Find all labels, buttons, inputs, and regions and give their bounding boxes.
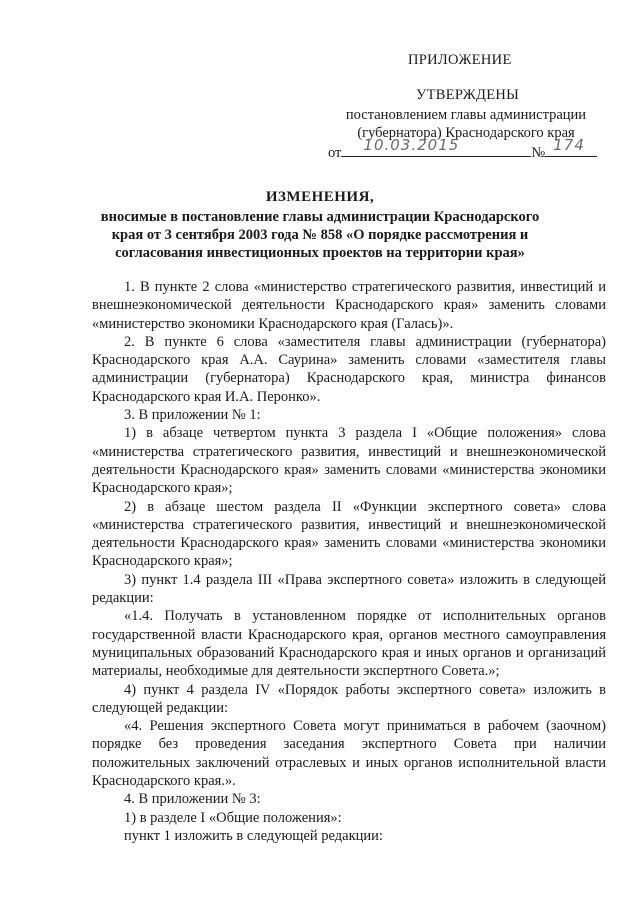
paragraph: 1) в разделе I «Общие положения»: <box>124 809 342 826</box>
paragraph: 3. В приложении № 1: <box>124 407 261 424</box>
number-prefix: № <box>531 145 546 161</box>
paragraph: «4. Решения экспертного Совета могут приниматься в рабочем (заочном) порядке без проведения заседания экспертного Совета при наличии положительных заключений отраслевых и иных органов исполнительной власти Краснодарского края.». <box>92 718 606 790</box>
date-prefix: от <box>328 145 342 161</box>
handwritten-number: 174 <box>553 136 585 154</box>
date-number-line <box>328 136 597 162</box>
number-underline <box>545 136 597 157</box>
paragraph: 2. В пункте 6 слова «заместителя главы администрации (губернатора) Краснодарского края А.А. Саурина» заменить словами «заместителя главы администрации (губернатора) Краснодарского края, министра финансов Краснодарского края И.А. Перонко». <box>92 333 606 405</box>
paragraph: 4) пункт 4 раздела IV «Порядок работы экспертного совета» изложить в следующей редакции: <box>92 681 606 716</box>
approved-by-text: постановлением главы администрации (губернатора) Краснодарского края <box>345 107 587 141</box>
paragraph: 4. В приложении № 3: <box>124 791 261 808</box>
appendix-label: ПРИЛОЖЕНИЕ <box>408 52 512 68</box>
approved-label: УТВЕРЖДЕНЫ <box>416 87 520 103</box>
date-underline <box>341 136 531 157</box>
paragraph: 1) в абзаце четвертом пункта 3 раздела I «Общие положения» слова «министерства стратегического развития, инвестиций и внешнеэкономической деятельности Краснодарского края» заменить словами «министерства экономики Краснодарского края»; <box>92 425 606 497</box>
document-body <box>92 278 606 845</box>
paragraph: «1.4. Получать в установленном порядке от исполнительных органов государственной власти Краснодарского края, органов местного самоуправления муниципальных образований Краснодарского края и иных органов и организаций материалы, необходимые для деятельности экспертного Совета.»; <box>92 608 606 680</box>
paragraph: 1. В пункте 2 слова «министерство стратегического развития, инвестиций и внешнеэкономической деятельности Краснодарского края» заменить словами «министерство экономики Краснодарского края (Галась)». <box>92 279 606 332</box>
handwritten-date: 10.03.2015 <box>363 136 460 154</box>
paragraph: пункт 1 изложить в следующей редакции: <box>124 827 383 844</box>
paragraph: 3) пункт 1.4 раздела III «Права экспертного совета» изложить в следующей редакции: <box>92 571 606 607</box>
document-subtitle: вносимые в постановление главы администрации Краснодарского края от 3 сентября 2003 года № 858 «О порядке рассмотрения и согласования инвестиционных проектов на территории края» <box>100 209 540 261</box>
document-title: ИЗМЕНЕНИЯ, <box>265 189 375 205</box>
paragraph: 2) в абзаце шестом раздела II «Функции экспертного совета» слова «министерства стратегического развития, инвестиций и внешнеэкономической деятельности Краснодарского края» заменить словами «министерства экономики Краснодарского края»; <box>92 498 606 570</box>
